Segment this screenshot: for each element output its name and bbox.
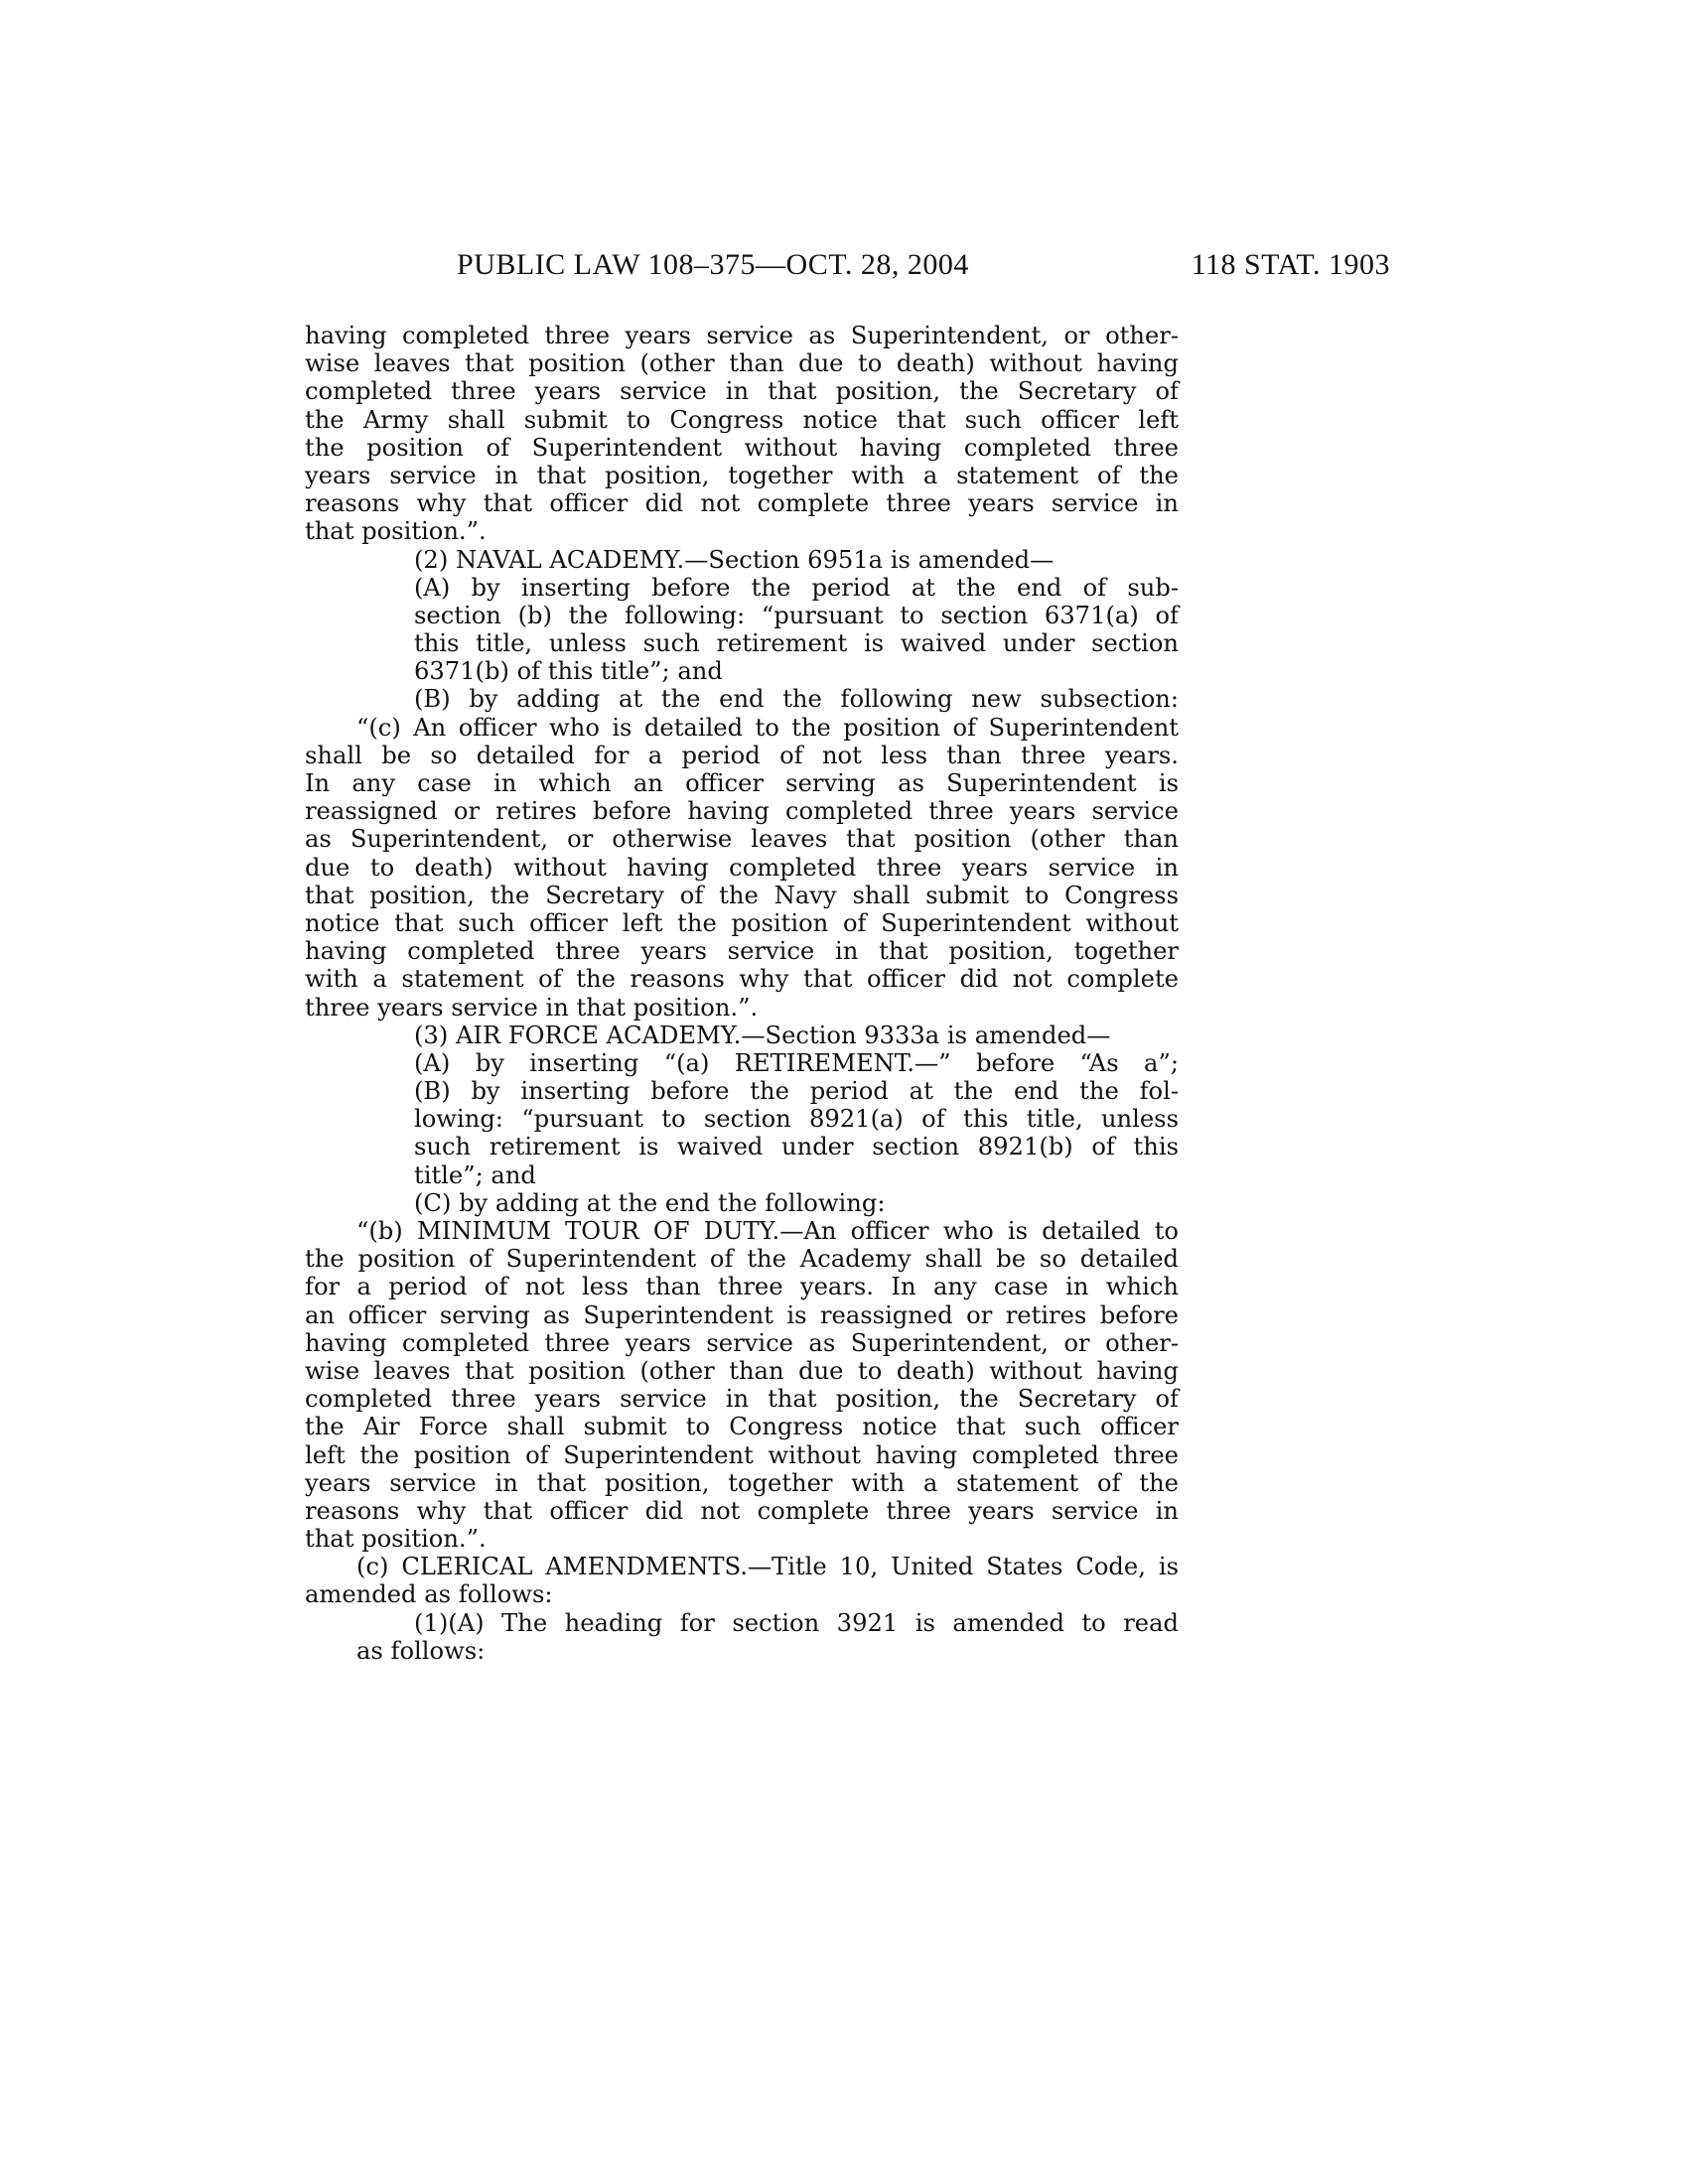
text-line: amended as follows:: [305, 1580, 553, 1609]
text-line: (3) AIR FORCE ACADEMY.—Section 9333a is amended—: [414, 1021, 1111, 1049]
text-line: such retirement is waived under section 8921(b) of this: [414, 1133, 1179, 1161]
text-line: section (b) the following: “pursuant to section 6371(a) of: [414, 601, 1179, 629]
text-line: left the position of Superintendent without having completed three: [305, 1440, 1179, 1469]
text-line: three years service in that position.”.: [305, 993, 759, 1022]
text-line: having completed three years service in that position, together: [305, 937, 1179, 966]
text-line: title”; and: [414, 1160, 536, 1189]
text-line: that position.”.: [305, 517, 487, 546]
text-line: as Superintendent, or otherwise leaves that position (other than: [305, 825, 1179, 854]
text-line: years service in that position, together with a statement of the: [305, 1468, 1179, 1497]
text-line: that position, the Secretary of the Navy shall submit to Congress: [305, 881, 1179, 909]
text-line: reassigned or retires before having completed three years service: [305, 797, 1179, 826]
text-line: shall be so detailed for a period of not less than three years.: [305, 741, 1179, 769]
text-line: (B) by adding at the end the following new subsection:: [414, 685, 1179, 714]
text-line: with a statement of the reasons why that officer did not complete: [305, 965, 1179, 994]
text-line: due to death) without having completed three years service in: [305, 853, 1179, 882]
text-line: reasons why that officer did not complete three years service in: [305, 1496, 1179, 1525]
text-line: reasons why that officer did not complete three years service in: [305, 489, 1179, 518]
text-line: the position of Superintendent without having completed three: [305, 433, 1179, 462]
text-line: In any case in which an officer serving as Superintendent is: [305, 769, 1179, 797]
text-line: for a period of not less than three years. In any case in which: [305, 1273, 1179, 1301]
text-line: (A) by inserting “(a) RETIREMENT.—” before “As a”;: [414, 1048, 1179, 1077]
text-line: (1)(A) The heading for section 3921 is amended to read: [414, 1608, 1179, 1637]
text-line: “(c) An officer who is detailed to the position of Superintendent: [356, 713, 1179, 742]
text-line: as follows:: [356, 1636, 486, 1665]
text-line: the Air Force shall submit to Congress notice that such officer: [305, 1413, 1179, 1441]
text-line: that position.”.: [305, 1525, 487, 1554]
page-header: [298, 248, 1390, 288]
text-line: wise leaves that position (other than due to death) without having: [305, 349, 1179, 378]
text-line: (c) CLERICAL AMENDMENTS.—Title 10, United States Code, is: [356, 1553, 1179, 1581]
text-line: completed three years service in that position, the Secretary of: [305, 377, 1179, 406]
text-line: having completed three years service as Superintendent, or other-: [305, 322, 1179, 349]
text-line: having completed three years service as Superintendent, or other-: [305, 1328, 1179, 1357]
text-line: (B) by inserting before the period at the end the fol-: [414, 1077, 1179, 1106]
text-line: (A) by inserting before the period at the end of sub-: [414, 573, 1179, 602]
text-line: years service in that position, together with a statement of the: [305, 461, 1179, 489]
statute-body-text: [305, 322, 1179, 1665]
text-line: an officer serving as Superintendent is reassigned or retires before: [305, 1300, 1179, 1329]
text-line: this title, unless such retirement is waived under section: [414, 629, 1179, 658]
text-line: (C) by adding at the end the following:: [414, 1188, 886, 1217]
text-line: notice that such officer left the position of Superintendent without: [305, 908, 1179, 937]
text-line: lowing: “pursuant to section 8921(a) of this title, unless: [414, 1105, 1179, 1134]
text-line: 6371(b) of this title”; and: [414, 657, 723, 686]
statute-citation: 118 STAT. 1903: [1191, 248, 1390, 281]
text-line: wise leaves that position (other than due to death) without having: [305, 1356, 1179, 1385]
text-line: (2) NAVAL ACADEMY.—Section 6951a is amended—: [414, 545, 1055, 574]
text-line: the Army shall submit to Congress notice that such officer left: [305, 405, 1179, 434]
running-head: PUBLIC LAW 108–375—OCT. 28, 2004: [457, 248, 969, 281]
text-line: “(b) MINIMUM TOUR OF DUTY.—An officer who is detailed to: [356, 1217, 1179, 1245]
text-line: the position of Superintendent of the Academy shall be so detailed: [305, 1245, 1179, 1274]
text-line: completed three years service in that position, the Secretary of: [305, 1385, 1179, 1414]
